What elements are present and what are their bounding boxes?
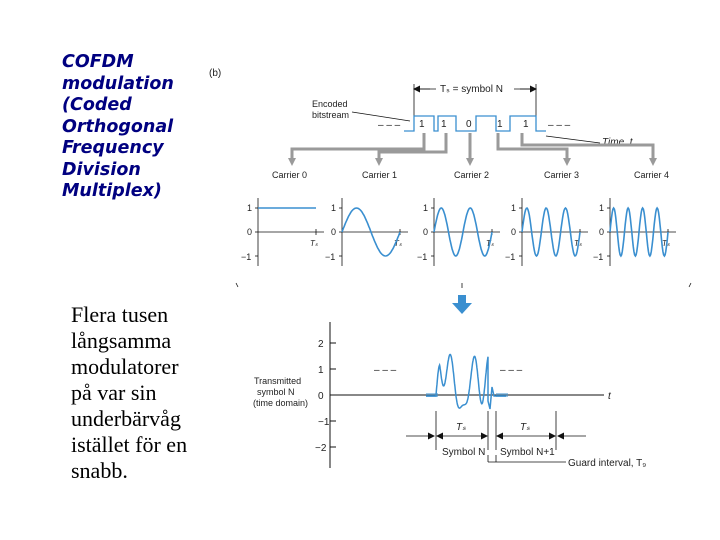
bit-value: 1 <box>441 119 447 130</box>
time-label: Time, t <box>602 137 633 148</box>
carrier-plot-2 <box>417 198 500 266</box>
carrier-tick-label: 1 <box>423 203 429 213</box>
carrier-tick-label: −1 <box>593 252 604 262</box>
carrier-tick-label: 0 <box>331 227 337 237</box>
carrier-ts-label: Tₛ <box>394 239 402 248</box>
carrier-label: Carrier 4 <box>634 170 670 180</box>
bit-value: 1 <box>497 119 503 130</box>
body-line: istället för en <box>71 432 188 457</box>
carrier-plot-1 <box>325 198 408 266</box>
body-line: modulatorer <box>71 354 179 379</box>
carrier-plot-4 <box>593 198 676 266</box>
carrier-label: Carrier 1 <box>362 170 398 180</box>
title-line: modulation <box>62 73 174 94</box>
y-tick: 0 <box>318 391 324 402</box>
dashes-right: – – – <box>548 120 571 131</box>
symbol-bracket <box>414 82 536 118</box>
transmitted-waveform <box>426 355 506 410</box>
t-axis-label: t <box>608 391 611 402</box>
body-line: underbärvåg <box>71 406 181 431</box>
carrier-tick-label: 1 <box>331 203 337 213</box>
title-line: Multiplex) <box>62 181 162 201</box>
dashes-right: – – – <box>500 365 523 376</box>
ts-bracket-n1 <box>496 411 556 450</box>
ts-bracket-n <box>436 411 488 450</box>
corner-mark <box>689 283 691 287</box>
carrier-ts-label: Tₛ <box>486 239 494 248</box>
carrier-tick-label: 0 <box>423 227 429 237</box>
y-tick: −2 <box>315 443 327 454</box>
ts-label: Tₛ <box>520 422 530 433</box>
bit-value: 1 <box>419 119 425 130</box>
body-line: snabb. <box>71 458 128 483</box>
dashes-left: – – – <box>374 365 397 376</box>
panel-label: (b) <box>209 68 222 79</box>
carrier-label: Carrier 3 <box>544 170 580 180</box>
y-tick: 2 <box>318 339 324 350</box>
title-line: Orthogonal <box>62 116 174 137</box>
carrier-plots <box>241 198 676 266</box>
encoded-label-1: Encoded <box>312 99 348 109</box>
title-line: Frequency <box>62 138 164 158</box>
title-line: COFDM <box>62 52 134 72</box>
carrier-ts-label: Tₛ <box>662 239 670 248</box>
guard-fill <box>426 393 438 397</box>
body-line: långsamma <box>71 328 172 353</box>
transmitted-signal <box>426 355 508 410</box>
carrier-tick-label: 1 <box>599 203 605 213</box>
title-line: (Coded <box>62 95 132 115</box>
carrier-label: Carrier 2 <box>454 170 490 180</box>
carrier-ts-label: Tₛ <box>310 239 318 248</box>
time-axis-pointer <box>546 136 600 143</box>
carrier-ts-label: Tₛ <box>574 239 582 248</box>
carrier-plot-3 <box>505 198 588 266</box>
ts-label: Tₛ <box>456 422 466 433</box>
carrier-tick-label: 1 <box>511 203 517 213</box>
symbol-n1-label: Symbol N+1 <box>500 447 555 458</box>
guard-interval-label: Guard interval, T₉ <box>568 458 647 469</box>
symbol-n-label: Symbol N <box>442 447 486 458</box>
carrier-tick-label: −1 <box>325 252 336 262</box>
y-tick: 1 <box>318 365 324 376</box>
bit-value: 0 <box>466 119 472 130</box>
carrier-tick-label: 0 <box>511 227 517 237</box>
carrier-label: Carrier 0 <box>272 170 308 180</box>
guard-fill <box>496 393 508 397</box>
body-line: Flera tusen <box>71 302 169 327</box>
body-line: på var sin <box>71 380 157 405</box>
distribution-arrows <box>292 133 653 162</box>
title-line: Division <box>62 159 141 180</box>
carrier-tick-label: 1 <box>247 203 253 213</box>
y-tick: −1 <box>318 417 330 428</box>
carrier-tick-label: −1 <box>417 252 428 262</box>
transmitted-label: symbol N <box>257 387 295 397</box>
transmitted-label: Transmitted <box>254 376 302 386</box>
carrier-tick-label: 0 <box>247 227 253 237</box>
carrier-plot-0 <box>241 198 324 266</box>
transmitted-label: (time domain) <box>253 398 309 408</box>
dashes-left: – – – <box>378 120 401 131</box>
encoded-label-2: bitstream <box>312 110 350 120</box>
symbol-label: Tₛ = symbol N <box>440 84 503 95</box>
carrier-tick-label: −1 <box>505 252 516 262</box>
carrier-tick-label: −1 <box>241 252 252 262</box>
carrier-tick-label: 0 <box>599 227 605 237</box>
corner-mark <box>236 283 238 287</box>
sum-arrow <box>452 295 472 314</box>
bit-value: 1 <box>523 119 529 130</box>
